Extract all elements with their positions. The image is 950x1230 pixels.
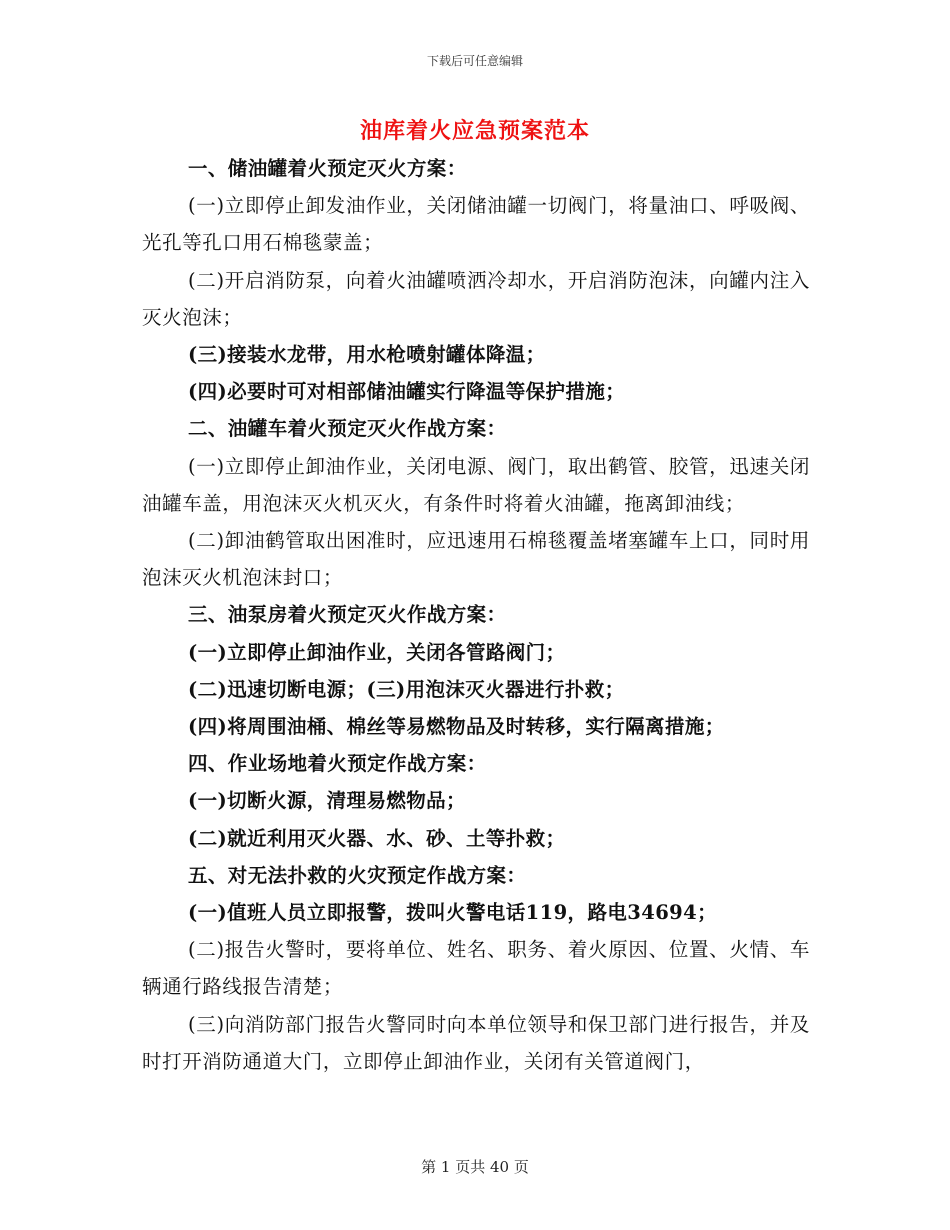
paragraph: (二)卸油鹤管取出困准时，应迅速用石棉毯覆盖堵塞罐车上口，同时用泡沫灭火机泡沫封口； (142, 529, 810, 590)
paragraph: (一)立即停止卸发油作业，关闭储油罐一切阀门，将量油口、呼吸阀、光孔等孔口用石棉毯蒙盖； (142, 194, 810, 255)
paragraph: (三)接装水龙带，用水枪喷射罐体降温； (188, 343, 546, 367)
paragraph: 一、储油罐着火预定灭火方案： (188, 157, 467, 180)
paragraph: (一)立即停止卸油作业，关闭各管路阀门； (188, 640, 566, 664)
paragraph: (一)立即停止卸油作业，关闭电源、阀门，取出鹤管、胶管，迅速关闭油罐车盖，用泡沫灭火机灭火，有条件时将着火油罐，拖离卸油线； (142, 454, 810, 515)
paragraph: (二)迅速切断电源；(三)用泡沫灭火器进行扑救； (188, 677, 625, 701)
page-number: 第 1 页共 40 页 (421, 1158, 529, 1176)
document-title: 油库着火应急预案范本 (359, 118, 590, 144)
paragraph: (四)必要时可对相部储油罐实行降温等保护措施； (188, 380, 626, 404)
paragraph: 四、作业场地着火预定作战方案： (188, 752, 487, 776)
paragraph: (一)值班人员立即报警，拨叫火警电话119，路电34694； (188, 901, 717, 925)
header-note: 下载后可任意编辑 (426, 54, 523, 68)
paragraph: (二)报告火警时，要将单位、姓名、职务、着火原因、位置、火情、车辆通行路线报告清楚； (142, 938, 810, 999)
paragraph: 三、油泵房着火预定灭火作战方案： (188, 603, 507, 627)
paragraph: (二)开启消防泵，向着火油罐喷洒冷却水，开启消防泡沫，向罐内注入灭火泡沫； (142, 268, 810, 329)
paragraph: (四)将周围油桶、棉丝等易燃物品及时转移，实行隔离措施； (188, 715, 725, 739)
document-body (142, 150, 810, 1080)
paragraph: 二、油罐车着火预定灭火作战方案： (188, 417, 507, 441)
paragraph: (一)切断火源，清理易燃物品； (188, 789, 466, 813)
paragraph: (二)就近利用灭火器、水、砂、土等扑救； (188, 826, 566, 850)
paragraph: 五、对无法扑救的火灾预定作战方案： (188, 863, 527, 887)
paragraph: (三)向消防部门报告火警同时向本单位领导和保卫部门进行报告，并及时打开消防通道大门，立即停止卸油作业，关闭有关管道阀门， (142, 1012, 810, 1073)
